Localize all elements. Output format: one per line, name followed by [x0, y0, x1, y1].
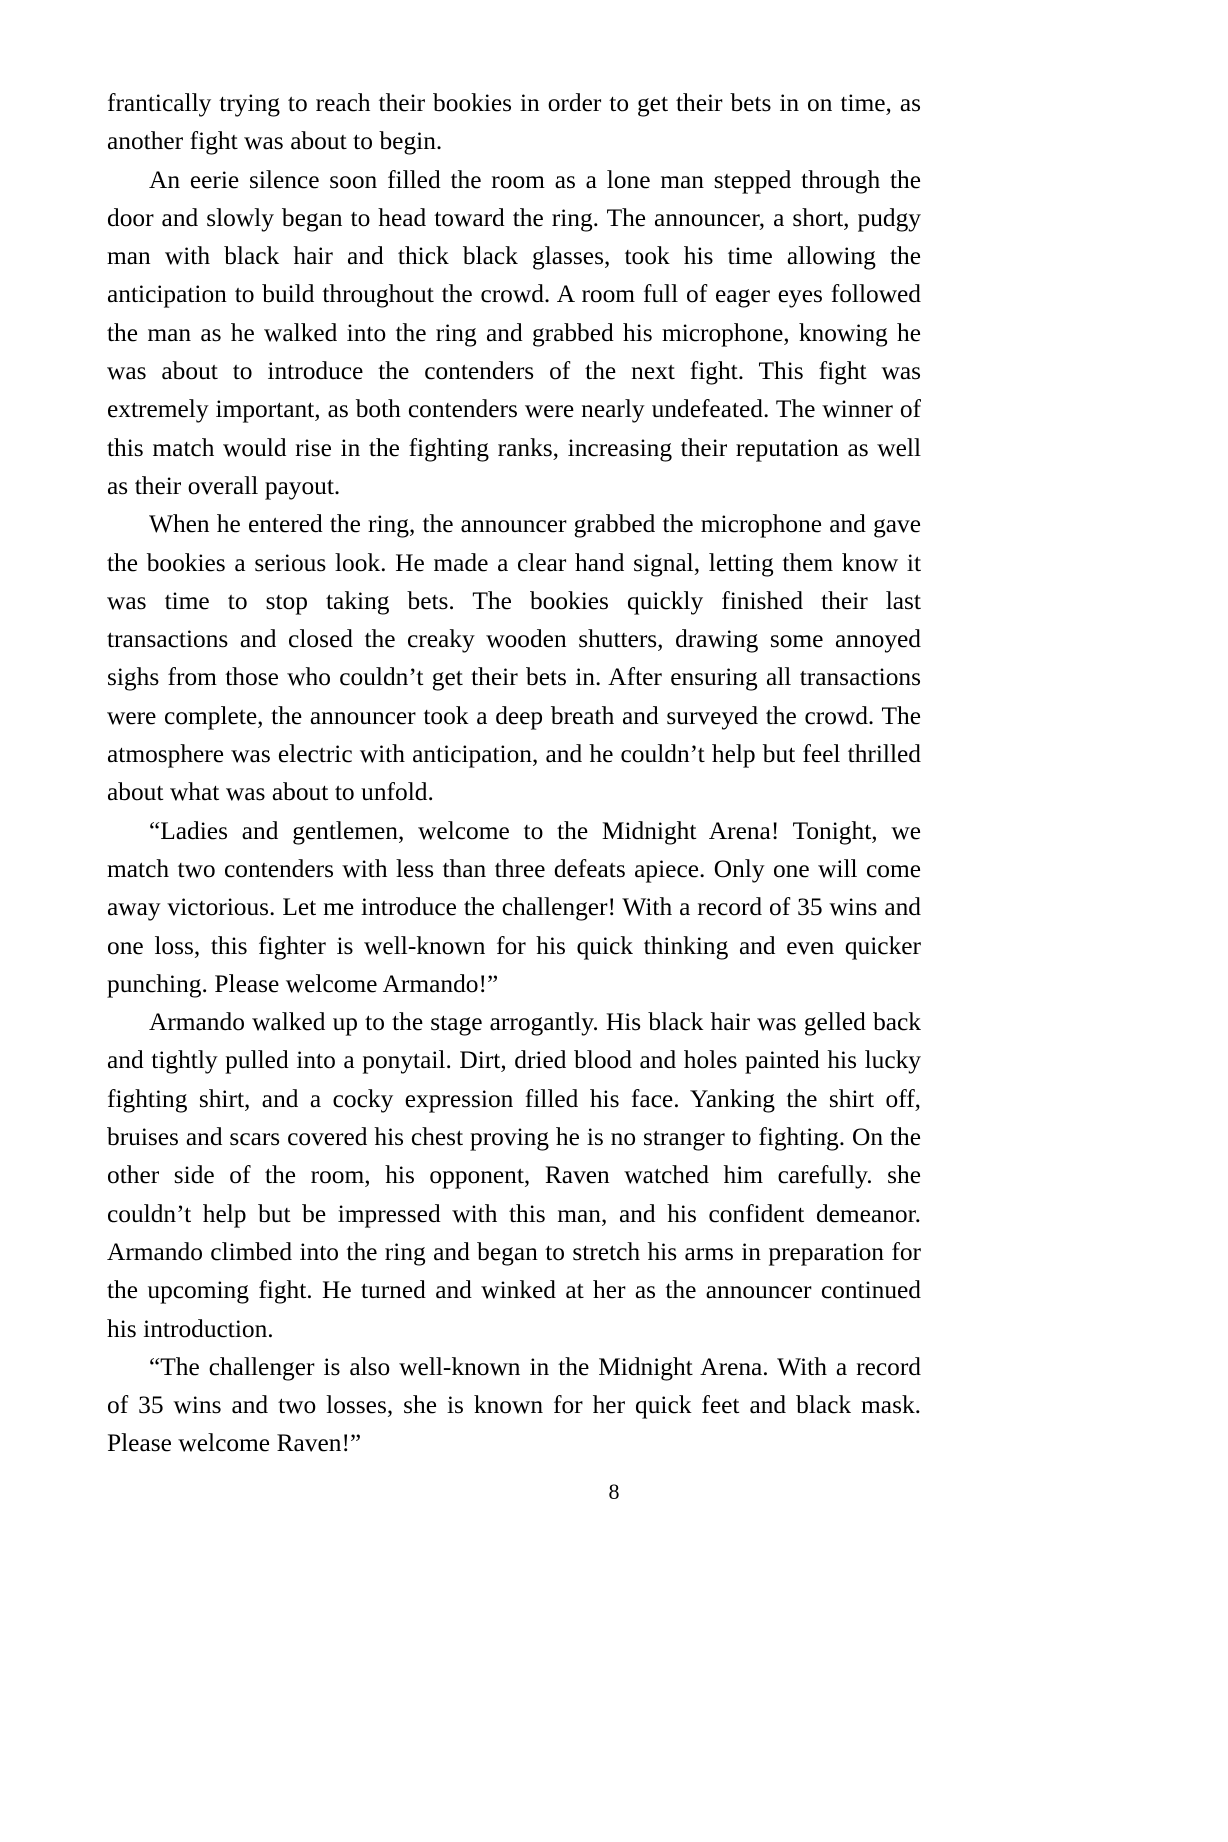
paragraph-ladies-and-gentlemen: “Ladies and gentlemen, welcome to the Midnight Arena! Tonight, we match two contenders with less than three defeats apiece. Only one will come away victorious. Let me introduce the challenger! With a record of 35 wins and one loss, this fighter is well-known for his quick thinking and even quicker punching. Please welcome Armando!”: [107, 816, 921, 998]
body-text-column: [107, 84, 921, 1463]
paragraph-eerie-silence: An eerie silence soon filled the room as a lone man stepped through the door and slowly began to head toward the ring. The announcer, a short, pudgy man with black hair and thick black glasses, took his time allowing the anticipation to build throughout the crowd. A room full of eager eyes followed the man as he walked into the ring and grabbed his microphone, knowing he was about to introduce the contenders of the next fight. This fight was extremely important, as both contenders were nearly undefeated. The winner of this match would rise in the fighting ranks, increasing their reputation as well as their overall payout.: [107, 165, 921, 500]
page-number: 8: [608, 1479, 620, 1504]
paragraph-the-challenger: “The challenger is also well-known in the Midnight Arena. With a record of 35 wins and two losses, she is known for her quick feet and black mask. Please welcome Raven!”: [107, 1352, 921, 1458]
paragraph-continuation: frantically trying to reach their bookies in order to get their bets in on time, as another fight was about to begin.: [107, 89, 921, 156]
paragraph-entered-ring: When he entered the ring, the announcer grabbed the microphone and gave the bookies a serious look. He made a clear hand signal, letting them know it was time to stop taking bets. The bookies quickly finished their last transactions and closed the creaky wooden shutters, drawing some annoyed sighs from those who couldn’t get their bets in. After ensuring all transactions were complete, the announcer took a deep breath and surveyed the crowd. The atmosphere was electric with anticipation, and he couldn’t help but feel thrilled about what was about to unfold.: [107, 510, 921, 807]
paragraph-armando-walked-up: Armando walked up to the stage arrogantly. His black hair was gelled back and tightly pulled into a ponytail. Dirt, dried blood and holes painted his lucky fighting shirt, and a cocky expression filled his face. Yanking the shirt off, bruises and scars covered his chest proving he is no stranger to fighting. On the other side of the room, his opponent, Raven watched him carefully. she couldn’t help but be impressed with this man, and his confident demeanor. Armando climbed into the ring and began to stretch his arms in preparation for the upcoming fight. He turned and winked at her as the announcer continued his introduction.: [107, 1008, 921, 1343]
